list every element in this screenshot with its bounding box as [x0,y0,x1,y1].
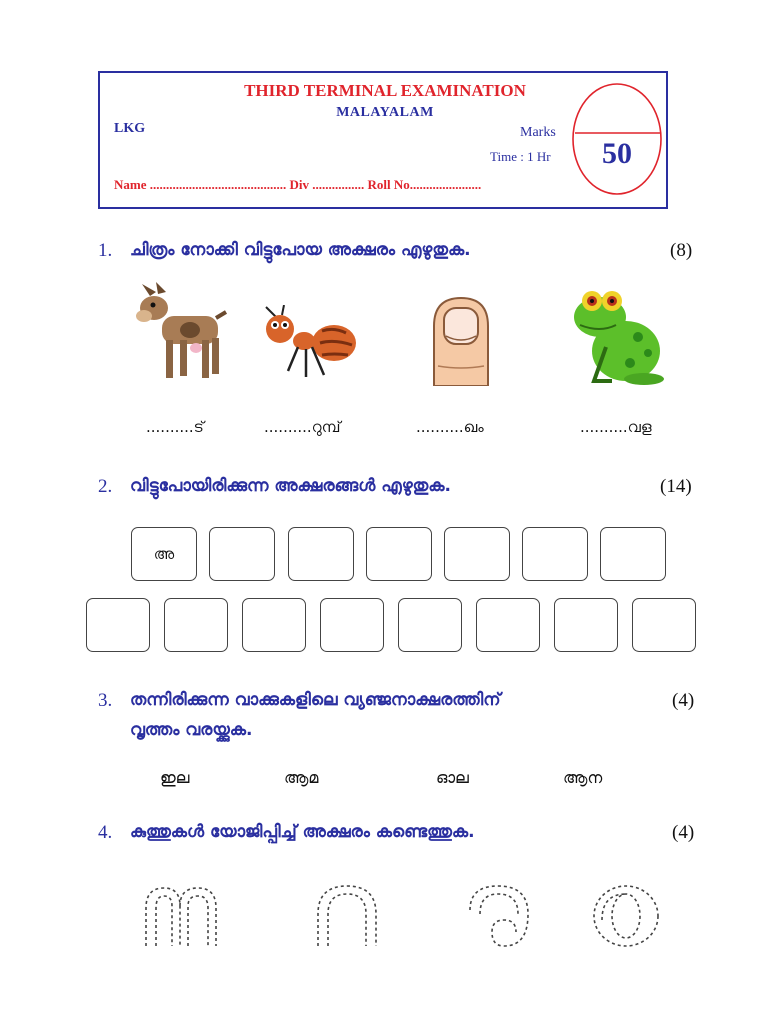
letter-box[interactable] [209,527,275,581]
exam-header-box [98,71,668,209]
q1-number: 1. [98,240,113,261]
q2-text: വിട്ടുപോയിരിക്കുന്ന അക്ഷരങ്ങൾ എഴുതുക. [130,476,451,496]
letter-box[interactable] [444,527,510,581]
dotted-letter-trace[interactable] [590,880,662,950]
time-label: Time : 1 Hr [490,149,551,164]
ant-picture [262,305,358,383]
q4-text: കുത്തുകൾ യോജിപ്പിച്ച് അക്ഷരം കണ്ടെത്തുക. [130,822,475,842]
total-marks-value: 50 [602,137,632,170]
dotted-letter-trace[interactable] [312,880,382,950]
letter-box[interactable] [398,598,462,652]
letter-box[interactable] [288,527,354,581]
q2-number: 2. [98,476,113,497]
q4-number: 4. [98,822,113,843]
letter-box[interactable] [476,598,540,652]
name-div-roll-line: Name .......................................... Div ................ Roll No...................... [114,177,482,192]
q3-word-3[interactable]: ഓല [436,768,469,787]
letter-box[interactable] [522,527,588,581]
letter-box[interactable] [632,598,696,652]
class-label: LKG [114,121,146,136]
exam-title: THIRD TERMINAL EXAMINATION [244,81,526,100]
marks-label: Marks [520,125,556,140]
goat-picture [128,282,228,384]
q3-text-line-1: തന്നിരിക്കുന്ന വാക്കുകളിലെ വ്യഞ്ജനാക്ഷരത്തിന് [130,690,501,710]
q2-marks: (14) [660,476,692,497]
nail-picture [430,296,492,386]
letter-box[interactable] [320,598,384,652]
q3-text-line-2: വൃത്തം വരയ്ക്കുക. [130,720,253,740]
dotted-letter-trace[interactable] [464,880,534,950]
frog-picture [572,287,666,385]
q3-number: 3. [98,690,113,711]
letter-box[interactable] [600,527,666,581]
letter-box[interactable]: അ [131,527,197,581]
q1-blank-2: ..........റുമ്പ് [264,418,341,436]
q1-blank-4: ..........വള [580,418,652,436]
q4-marks: (4) [672,822,695,843]
q1-blank-1: ..........ട് [146,418,204,436]
q3-word-2[interactable]: ആമ [284,768,319,787]
q3-marks: (4) [672,690,695,711]
letter-box[interactable] [164,598,228,652]
letter-box[interactable] [86,598,150,652]
q3-word-4[interactable]: ആന [563,768,603,787]
letter-box[interactable] [554,598,618,652]
q3-word-1[interactable]: ഇല [160,768,190,787]
subject-label: MALAYALAM [336,105,434,120]
q1-blank-3: ..........ഖം [416,418,484,436]
q1-text: ചിത്രം നോക്കി വിട്ടുപോയ അക്ഷരം എഴുതുക. [130,240,471,260]
letter-box[interactable] [242,598,306,652]
dotted-letter-trace[interactable] [140,880,224,950]
q1-marks: (8) [670,240,693,261]
letter-box[interactable] [366,527,432,581]
